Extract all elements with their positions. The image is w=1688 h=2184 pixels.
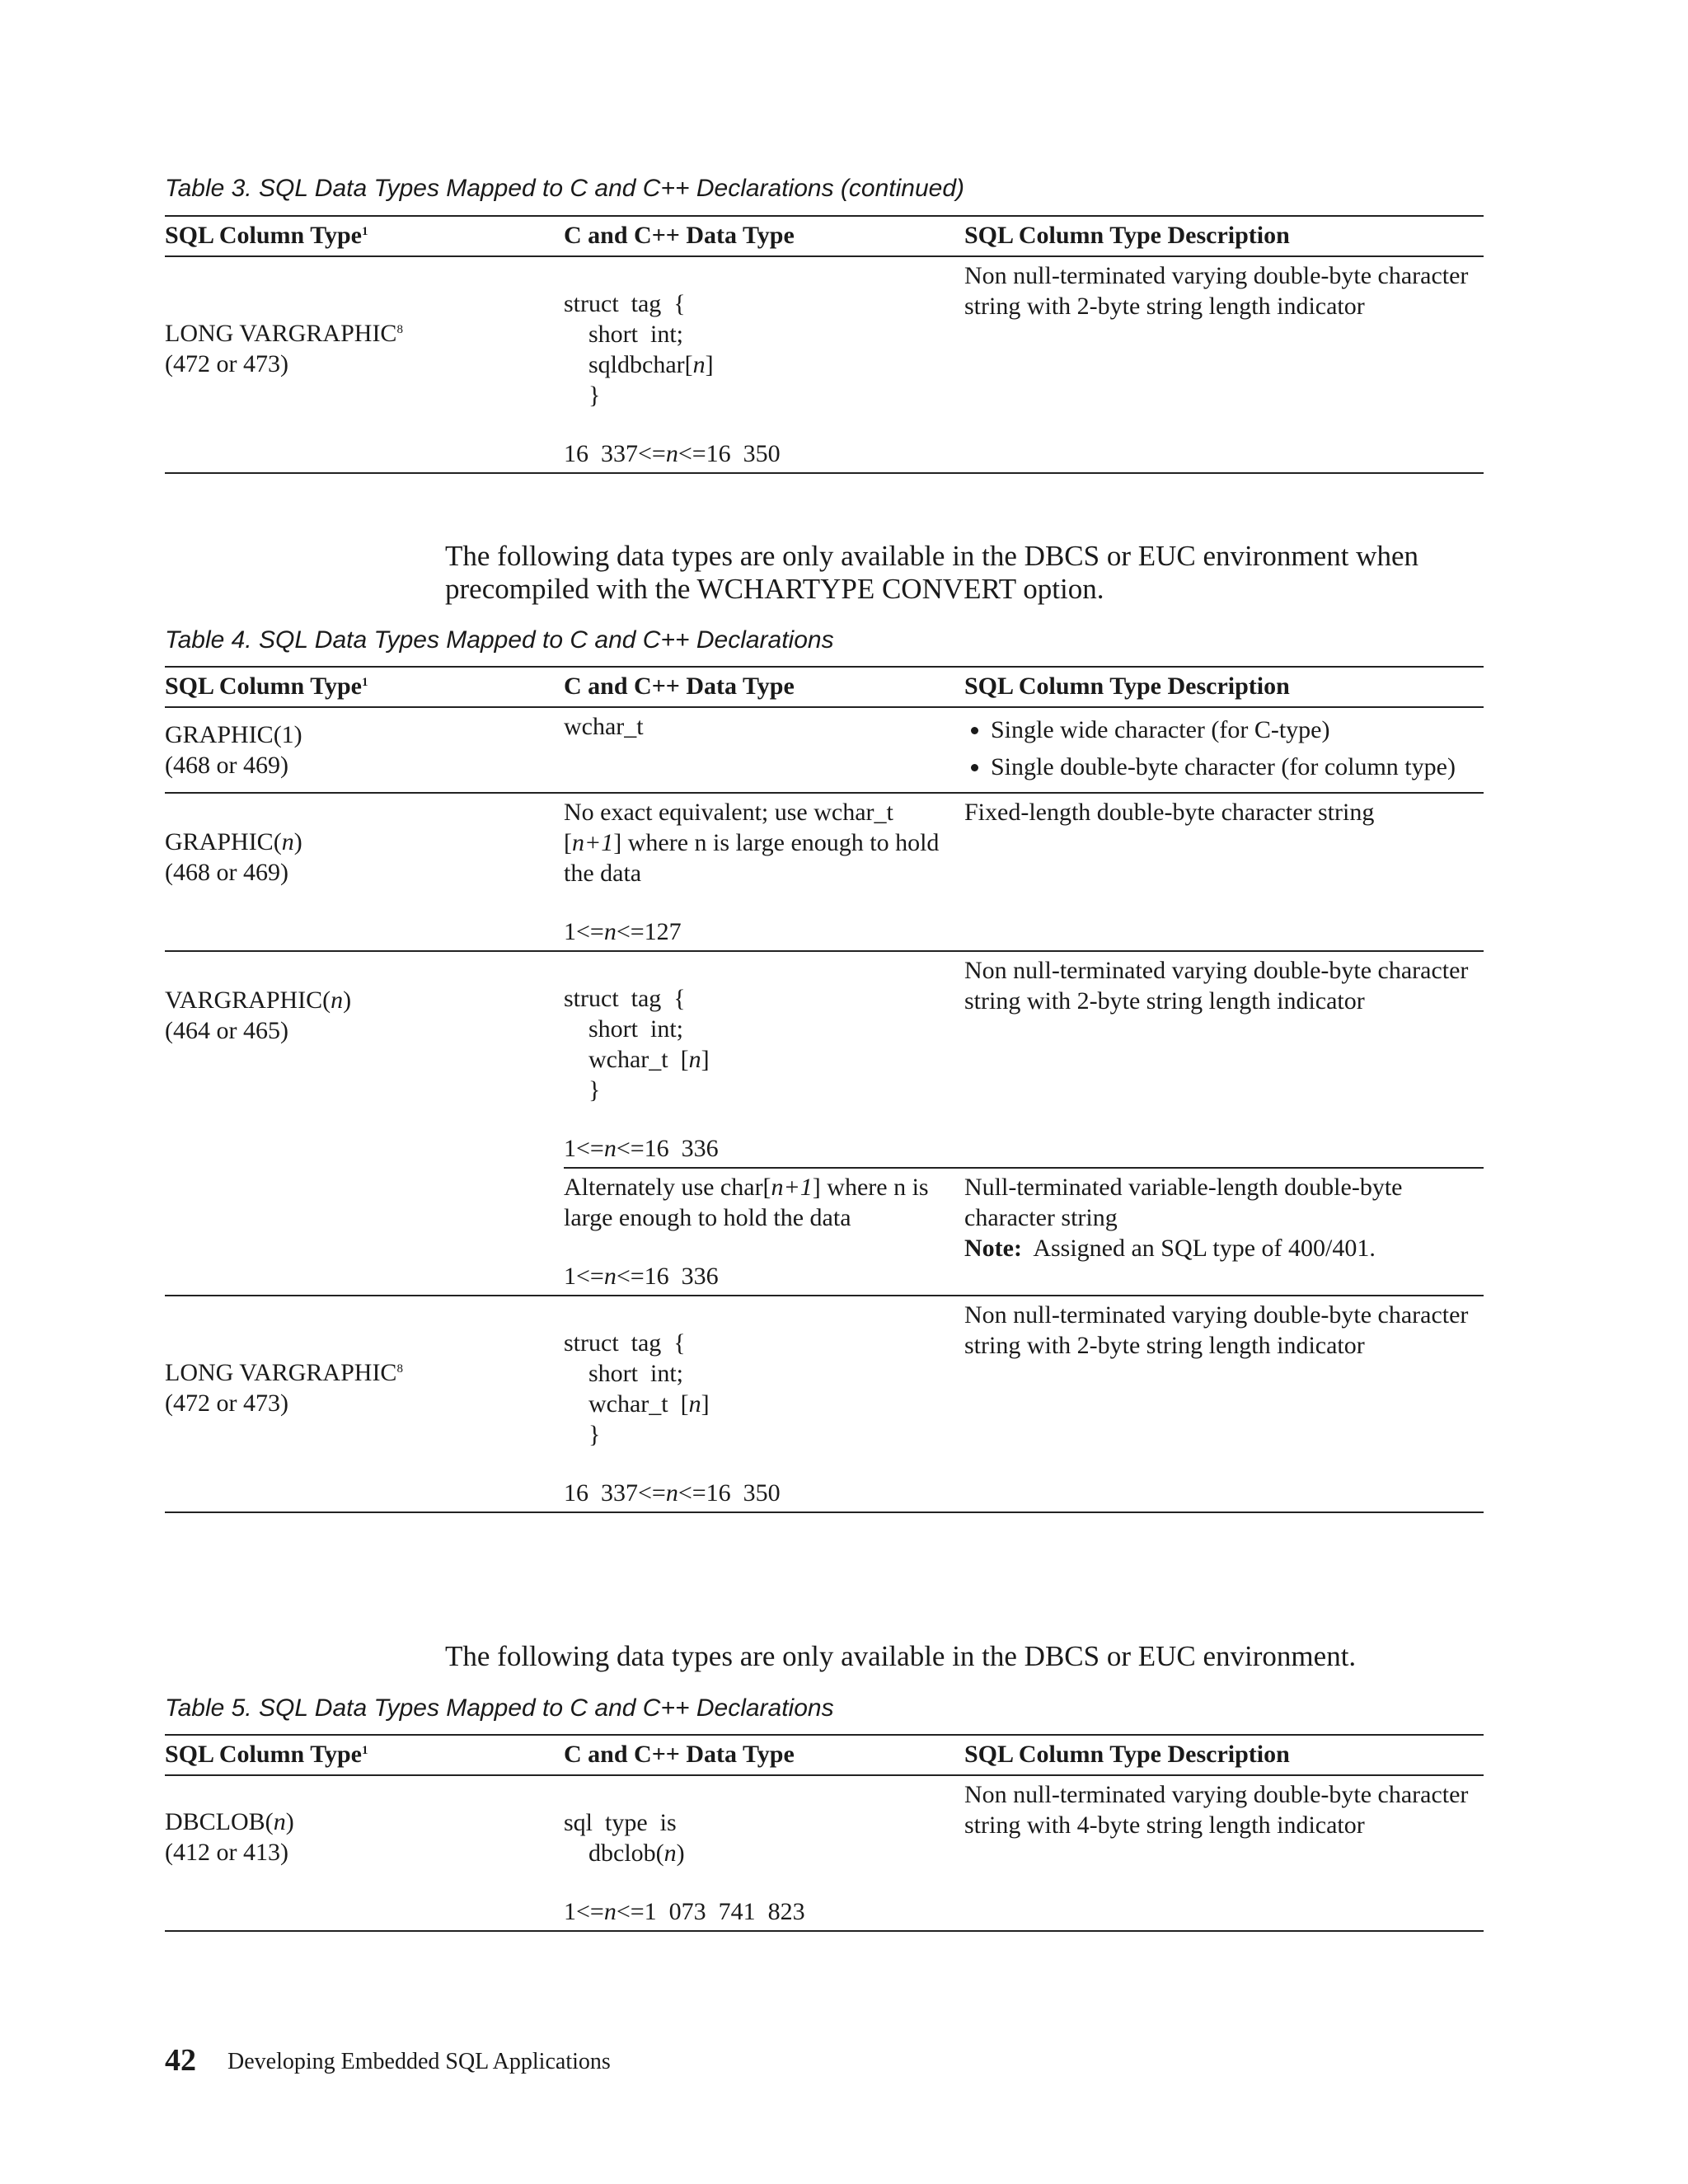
note-label: Note:: [964, 1235, 1022, 1262]
table4-header-description: SQL Column Type Description: [964, 667, 1484, 707]
sql-type-cell: VARGRAPHIC(n) (464 or 465): [165, 951, 564, 1296]
c-type-cell: wchar_t: [564, 707, 964, 793]
table5-caption: Table 5. SQL Data Types Mapped to C and C++ Declarations: [165, 1694, 834, 1722]
page-number: 42: [165, 2043, 196, 2078]
table3: [165, 215, 1484, 474]
table3-header-c-type: C and C++ Data Type: [564, 216, 964, 256]
c-type-cell: [564, 256, 964, 473]
table4-caption: Table 4. SQL Data Types Mapped to C and C++ Declarations: [165, 626, 834, 654]
description-cell: Non null-terminated varying double-byte character string with 2-byte string length indicator: [964, 256, 1484, 473]
c-type-line: }: [564, 382, 601, 409]
description-cell: Non null-terminated varying double-byte character string with 2-byte string length indicator: [964, 951, 1484, 1168]
c-range: 16 337<=n<=16 350: [564, 440, 781, 467]
sql-type-cell: LONG VARGRAPHIC$^8$ (472 or 473): [165, 256, 564, 473]
table4: [165, 666, 1484, 1513]
table-row: [165, 256, 1484, 473]
c-type-cell: No exact equivalent; use wchar_t [n+1] where n is large enough to hold the data 1<=n<=127: [564, 793, 964, 951]
list-item: • Single wide character (for C-type): [991, 715, 1475, 745]
sql-type-cell: DBCLOB(n) (412 or 413): [165, 1775, 564, 1931]
description-cell: Fixed-length double-byte character string: [964, 793, 1484, 951]
table-row: [165, 1775, 1484, 1931]
table-row: [165, 793, 1484, 951]
table4-header-sql-type: SQL Column Type$^1$: [165, 667, 564, 707]
table4-header-c-type: C and C++ Data Type: [564, 667, 964, 707]
book-title: Developing Embedded SQL Applications: [227, 2049, 611, 2074]
paragraph: The following data types are only available in the DBCS or EUC environment.: [445, 1640, 1357, 1672]
table5-header-description: SQL Column Type Description: [964, 1735, 1484, 1775]
description-cell: Null-terminated variable-length double-byte character string Note: Assigned an SQL type of 400/401.: [964, 1168, 1484, 1296]
c-type-line: short int;: [564, 321, 684, 348]
sql-type-cell: LONG VARGRAPHIC$^8$ (472 or 473): [165, 1296, 564, 1512]
c-type-line: struct tag {: [564, 290, 686, 317]
table5: [165, 1734, 1484, 1932]
table5-header-c-type: C and C++ Data Type: [564, 1735, 964, 1775]
table-row: [165, 951, 1484, 1168]
sql-type-cell: GRAPHIC(n) (468 or 469): [165, 793, 564, 951]
table-row: [165, 1296, 1484, 1512]
sql-type-cell: GRAPHIC(1) (468 or 469): [165, 707, 564, 793]
paragraph: The following data types are only available in the DBCS or EUC environment when precompiled with the WCHARTYPE CONVERT option.: [445, 540, 1418, 605]
description-cell: Non null-terminated varying double-byte character string with 4-byte string length indicator: [964, 1775, 1484, 1931]
table3-header-description: SQL Column Type Description: [964, 216, 1484, 256]
table-row: [165, 707, 1484, 793]
table3-header-sql-type: SQL Column Type$^1$: [165, 216, 564, 256]
c-type-cell: Alternately use char[n+1] where n is large enough to hold the data 1<=n<=16 336: [564, 1168, 964, 1296]
list-item: • Single double-byte character (for column type): [991, 752, 1475, 782]
c-type-cell: sql type is dbclob(n) 1<=n<=1 073 741 823: [564, 1775, 964, 1931]
table5-header-sql-type: SQL Column Type$^1$: [165, 1735, 564, 1775]
c-type-cell: struct tag { short int; wchar_t [n] } 16 337<=n<=16 350: [564, 1296, 964, 1512]
table3-caption: Table 3. SQL Data Types Mapped to C and C++ Declarations (continued): [165, 175, 965, 202]
description-cell: Non null-terminated varying double-byte character string with 2-byte string length indicator: [964, 1296, 1484, 1512]
description-cell: [964, 707, 1484, 793]
c-type-line: sqldbchar[n]: [564, 351, 714, 378]
c-type-cell: struct tag { short int; wchar_t [n] } 1<=n<=16 336: [564, 951, 964, 1168]
